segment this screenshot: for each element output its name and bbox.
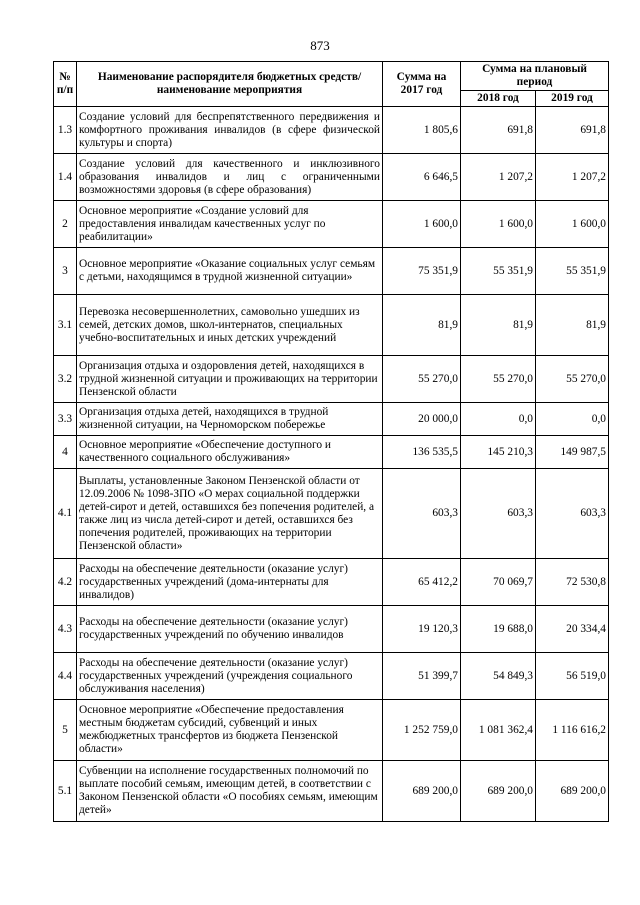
- table-row: [54, 107, 609, 154]
- row-name: Расходы на обеспечение деятельности (оказание услуг) государственных учреждений (учреждения социального обслуживания населения): [77, 653, 383, 700]
- header-planned-period: Сумма на плановый период: [461, 62, 609, 91]
- row-number: 3.3: [54, 403, 77, 436]
- row-number: 2: [54, 201, 77, 248]
- value-2019: 56 519,0: [536, 653, 609, 700]
- value-2018: 54 849,3: [461, 653, 536, 700]
- row-number: 3.2: [54, 356, 77, 403]
- row-name: Расходы на обеспечение деятельности (оказание услуг) государственных учреждений (дома-интернаты для инвалидов): [77, 559, 383, 606]
- value-2019: 72 530,8: [536, 559, 609, 606]
- value-2018: 19 688,0: [461, 606, 536, 653]
- row-number: 3: [54, 248, 77, 295]
- header-2018: 2018 год: [461, 91, 536, 107]
- header-name: Наименование распорядителя бюджетных средств/ наименование мероприятия: [77, 62, 383, 107]
- value-2017: 65 412,2: [383, 559, 461, 606]
- table-row: [54, 700, 609, 761]
- value-2018: 0,0: [461, 403, 536, 436]
- row-number: 4.1: [54, 469, 77, 559]
- row-name: Организация отдыха детей, находящихся в трудной жизненной ситуации, на Черноморском побережье: [77, 403, 383, 436]
- value-2019: 0,0: [536, 403, 609, 436]
- header-row: [54, 62, 609, 91]
- value-2017: 55 270,0: [383, 356, 461, 403]
- value-2017: 6 646,5: [383, 154, 461, 201]
- value-2018: 691,8: [461, 107, 536, 154]
- header-num: № п/п: [54, 62, 77, 107]
- row-number: 1.4: [54, 154, 77, 201]
- value-2018: 145 210,3: [461, 436, 536, 469]
- table-row: [54, 403, 609, 436]
- row-name: Создание условий для качественного и инклюзивного образования инвалидов и лиц с ограниченными возможностями здоровья (в сфере образования): [77, 154, 383, 201]
- row-number: 4.2: [54, 559, 77, 606]
- table-row: [54, 559, 609, 606]
- row-name: Создание условий для беспрепятственного передвижения и комфортного проживания инвалидов (в сфере физической культуры и спорта): [77, 107, 383, 154]
- table-row: [54, 248, 609, 295]
- value-2018: 1 207,2: [461, 154, 536, 201]
- row-name: Субвенции на исполнение государственных полномочий по выплате пособий семьям, имеющим детей, в соответствии с Законом Пензенской области «О пособиях семьям, имеющим детей»: [77, 761, 383, 822]
- value-2018: 81,9: [461, 295, 536, 356]
- row-name: Выплаты, установленные Законом Пензенской области от 12.09.2006 № 1098-ЗПО «О мерах социальной поддержки детей-сирот и детей, оставшихся без попечения родителей, а также лиц из числа детей-сирот и детей, оставшихся без попечения родителей, проживающих на территории Пензенской области»: [77, 469, 383, 559]
- value-2019: 149 987,5: [536, 436, 609, 469]
- value-2017: 689 200,0: [383, 761, 461, 822]
- value-2019: 689 200,0: [536, 761, 609, 822]
- header-sum-2017: Сумма на 2017 год: [383, 62, 461, 107]
- row-number: 5.1: [54, 761, 77, 822]
- value-2018: 1 600,0: [461, 201, 536, 248]
- value-2017: 19 120,3: [383, 606, 461, 653]
- value-2017: 1 805,6: [383, 107, 461, 154]
- value-2018: 1 081 362,4: [461, 700, 536, 761]
- row-number: 1.3: [54, 107, 77, 154]
- value-2017: 20 000,0: [383, 403, 461, 436]
- value-2017: 136 535,5: [383, 436, 461, 469]
- table-row: [54, 295, 609, 356]
- value-2019: 1 116 616,2: [536, 700, 609, 761]
- table-row: [54, 469, 609, 559]
- row-name: Организация отдыха и оздоровления детей, находящихся в трудной жизненной ситуации и проживающих на территории Пензенской области: [77, 356, 383, 403]
- value-2018: 55 351,9: [461, 248, 536, 295]
- row-name: Основное мероприятие «Обеспечение доступного и качественного социального обслуживания»: [77, 436, 383, 469]
- value-2019: 81,9: [536, 295, 609, 356]
- header-2019: 2019 год: [536, 91, 609, 107]
- value-2017: 603,3: [383, 469, 461, 559]
- value-2017: 75 351,9: [383, 248, 461, 295]
- row-number: 5: [54, 700, 77, 761]
- value-2018: 55 270,0: [461, 356, 536, 403]
- row-number: 4: [54, 436, 77, 469]
- value-2017: 1 600,0: [383, 201, 461, 248]
- row-name: Основное мероприятие «Обеспечение предоставления местным бюджетам субсидий, субвенций и иных межбюджетных трансфертов из бюджета Пензенской области»: [77, 700, 383, 761]
- row-name: Основное мероприятие «Создание условий для предоставления инвалидам качественных услуг по реабилитации»: [77, 201, 383, 248]
- row-name: Расходы на обеспечение деятельности (оказание услуг) государственных учреждений по обучению инвалидов: [77, 606, 383, 653]
- value-2019: 55 351,9: [536, 248, 609, 295]
- value-2017: 81,9: [383, 295, 461, 356]
- value-2019: 691,8: [536, 107, 609, 154]
- row-number: 4.3: [54, 606, 77, 653]
- value-2019: 20 334,4: [536, 606, 609, 653]
- value-2017: 51 399,7: [383, 653, 461, 700]
- page-number: 873: [310, 38, 330, 53]
- value-2019: 603,3: [536, 469, 609, 559]
- value-2019: 55 270,0: [536, 356, 609, 403]
- value-2017: 1 252 759,0: [383, 700, 461, 761]
- table-row: [54, 154, 609, 201]
- table-row: [54, 606, 609, 653]
- table-row: [54, 436, 609, 469]
- table-row: [54, 356, 609, 403]
- value-2018: 603,3: [461, 469, 536, 559]
- value-2018: 70 069,7: [461, 559, 536, 606]
- table-row: [54, 653, 609, 700]
- row-number: 4.4: [54, 653, 77, 700]
- value-2018: 689 200,0: [461, 761, 536, 822]
- row-number: 3.1: [54, 295, 77, 356]
- row-name: Перевозка несовершеннолетних, самовольно ушедших из семей, детских домов, школ-интернатов, специальных учебно-воспитательных и иных детских учреждений: [77, 295, 383, 356]
- row-name: Основное мероприятие «Оказание социальных услуг семьям с детьми, находящимся в трудной жизненной ситуации»: [77, 248, 383, 295]
- table-row: [54, 761, 609, 822]
- table-row: [54, 201, 609, 248]
- budget-table: [53, 61, 609, 822]
- value-2019: 1 207,2: [536, 154, 609, 201]
- value-2019: 1 600,0: [536, 201, 609, 248]
